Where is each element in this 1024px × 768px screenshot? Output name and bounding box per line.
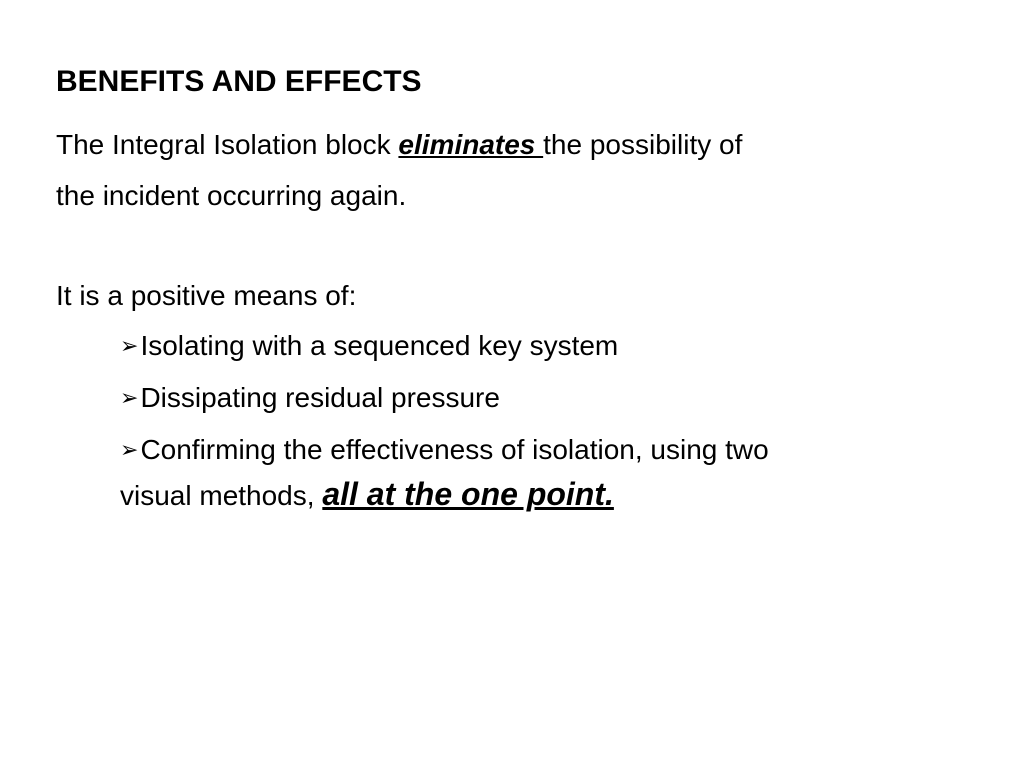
list-item <box>120 428 980 518</box>
list-item-text: Dissipating residual pressure <box>140 382 500 413</box>
list-item-text: Isolating with a sequenced key system <box>140 330 619 361</box>
list-item-text: Confirming the effectiveness of isolation, using two <box>140 434 769 465</box>
means-intro: It is a positive means of: <box>56 280 357 311</box>
paragraph-text-before: The Integral Isolation block <box>56 129 399 160</box>
arrow-bullet-icon: ➢ <box>120 385 139 410</box>
list-item-emphasis: all at the one point. <box>322 476 614 512</box>
slide-title: BENEFITS AND EFFECTS <box>56 65 422 98</box>
paragraph-line-2: the incident occurring again. <box>56 180 407 211</box>
paragraph-emphasis: eliminates <box>398 129 544 160</box>
list-item <box>120 376 980 420</box>
intro-paragraph <box>56 119 956 221</box>
list-item <box>120 324 980 368</box>
paragraph-text-after: the possibility of <box>543 129 743 160</box>
list-item-continuation: visual methods, <box>120 480 323 511</box>
means-list <box>120 324 980 526</box>
arrow-bullet-icon: ➢ <box>120 437 139 462</box>
arrow-bullet-icon: ➢ <box>120 333 139 358</box>
